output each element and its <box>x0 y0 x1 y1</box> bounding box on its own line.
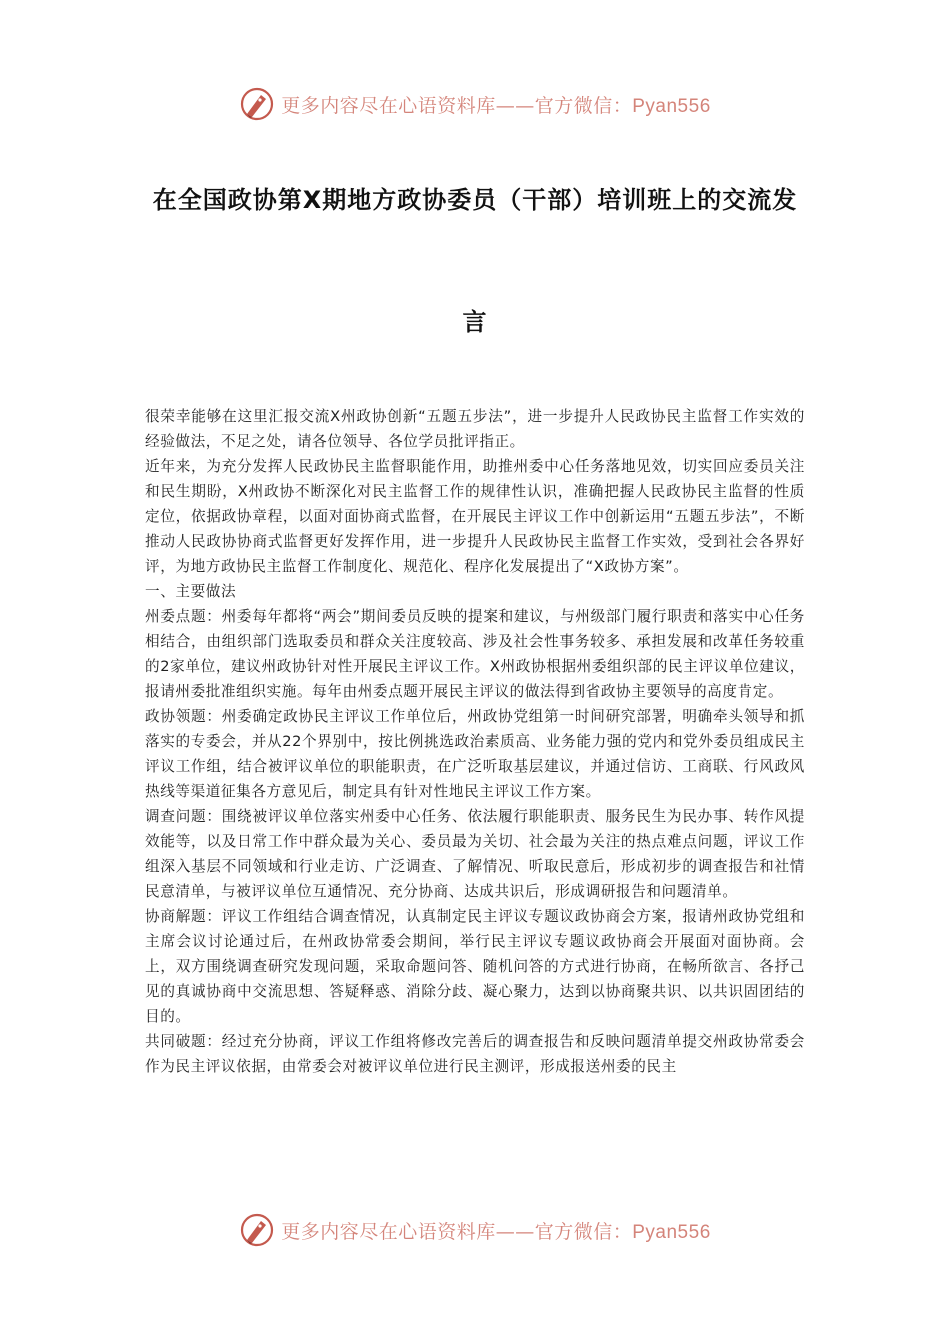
header-watermark-banner <box>0 80 950 128</box>
watermark-text: 更多内容尽在心语资料库——官方微信：Pyan556 <box>281 1220 711 1243</box>
document-body <box>145 404 805 1079</box>
wechat-id: Pyan556 <box>632 1221 711 1243</box>
document-title-line-2: 言 <box>462 308 488 336</box>
pen-nib-logo-icon <box>239 1212 275 1248</box>
paragraph-intro: 很荣幸能够在这里汇报交流X州政协创新“五题五步法”，进一步提升人民政协民主监督工作实效的经验做法，不足之处，请各位领导、各位学员批评指正。 <box>145 408 805 450</box>
wechat-id: Pyan556 <box>632 95 711 117</box>
paragraph-step-1: 州委点题：州委每年都将“两会”期间委员反映的提案和建议，与州级部门履行职责和落实中心任务相结合，由组织部门选取委员和群众关注度较高、涉及社会性事务较多、承担发展和改革任务较重的2家单位，建议州政协针对性开展民主评议工作。X州政协根据州委组织部的民主评议单位建议，报请州委批准组织实施。每年由州委点题开展民主评议的做法得到省政协主要领导的高度肯定。 <box>145 608 805 700</box>
paragraph-step-2: 政协领题：州委确定政协民主评议工作单位后，州政协党组第一时间研究部署，明确牵头领导和抓落实的专委会，并从22个界别中，按比例挑选政治素质高、业务能力强的党内和党外委员组成民主评议工作组，结合被评议单位的职能职责，在广泛听取基层建议，并通过信访、工商联、行风政风热线等渠道征集各方意见后，制定具有针对性地民主评议工作方案。 <box>145 708 805 800</box>
pen-nib-logo-icon <box>239 86 275 122</box>
paragraph-step-3: 调查问题：围绕被评议单位落实州委中心任务、依法履行职能职责、服务民生为民办事、转作风提效能等，以及日常工作中群众最为关心、委员最为关切、社会最为关注的热点难点问题，评议工作组深入基层不同领域和行业走访、广泛调查、了解情况、听取民意后，形成初步的调查报告和社情民意清单，与被评议单位互通情况、充分协商、达成共识后，形成调研报告和问题清单。 <box>145 808 805 900</box>
paragraph-step-4: 协商解题：评议工作组结合调查情况，认真制定民主评议专题议政协商会方案，报请州政协党组和主席会议讨论通过后，在州政协常委会期间，举行民主评议专题议政协商会开展面对面协商。会上，双方围绕调查研究发现问题，采取命题问答、随机问答的方式进行协商，在畅所欲言、各抒己见的真诚协商中交流思想、答疑释惑、消除分歧、凝心聚力，达到以协商聚共识、以共识固团结的目的。 <box>145 908 805 1025</box>
paragraph-step-5: 共同破题：经过充分协商，评议工作组将修改完善后的调查报告和反映问题清单提交州政协常委会作为民主评议依据，由常委会对被评议单位进行民主测评，形成报送州委的民主 <box>145 1033 805 1075</box>
watermark-text: 更多内容尽在心语资料库——官方微信：Pyan556 <box>281 94 711 117</box>
document-title-line-1: 在全国政协第X期地方政协委员（干部）培训班上的交流发 <box>152 186 798 214</box>
section-heading: 一、主要做法 <box>145 583 237 600</box>
paragraph-background: 近年来，为充分发挥人民政协民主监督职能作用，助推州委中心任务落地见效，切实回应委员关注和民生期盼，X州政协不断深化对民主监督工作的规律性认识，准确把握人民政协民主监督的性质定位，依据政协章程，以面对面协商式监督，在开展民主评议工作中创新运用“五题五步法”，不断推动人民政协协商式监督更好发挥作用，进一步提升人民政协民主监督工作实效，受到社会各界好评，为地方政协民主监督工作制度化、规范化、程序化发展提出了“X政协方案”。 <box>145 458 805 575</box>
footer-watermark-banner <box>0 1206 950 1254</box>
